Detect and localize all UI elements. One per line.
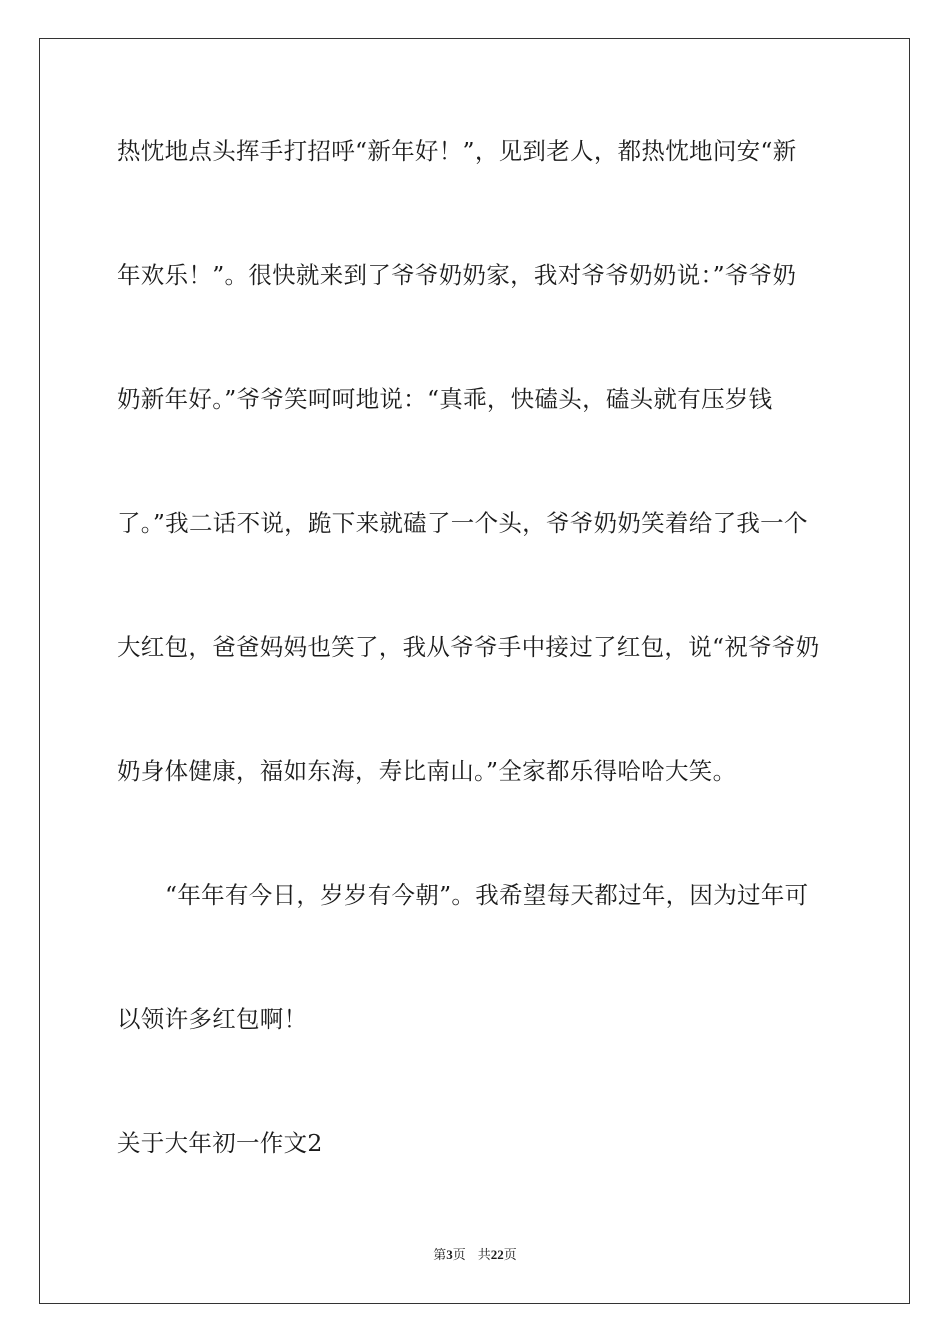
- paragraph-line-8: 以领许多红包啊！: [117, 1005, 308, 1033]
- page-footer: [0, 1247, 950, 1263]
- total-prefix: 共: [477, 1247, 491, 1262]
- paragraph-line-7: “年年有今日，岁岁有今朝”。我希望每天都过年，因为过年可: [165, 881, 809, 909]
- paragraph-line-5: 大红包，爸爸妈妈也笑了，我从爷爷手中接过了红包，说“祝爷爷奶: [117, 633, 820, 661]
- page-border: [39, 38, 910, 1304]
- paragraph-line-1: 热忱地点头挥手打招呼“新年好！”，见到老人，都热忱地问安“新: [117, 137, 797, 165]
- page-prefix: 第: [433, 1247, 447, 1262]
- page-suffix: 页: [452, 1247, 466, 1262]
- section-heading: 关于大年初一作文2: [117, 1129, 323, 1157]
- total-pages: 22: [490, 1247, 504, 1262]
- total-suffix: 页: [503, 1247, 517, 1262]
- paragraph-line-3: 奶新年好。”爷爷笑呵呵地说：“真乖，快磕头，磕头就有压岁钱: [117, 385, 773, 413]
- paragraph-line-2: 年欢乐！”。很快就来到了爷爷奶奶家，我对爷爷奶奶说：”爷爷奶: [117, 261, 797, 289]
- page-number: 3: [446, 1247, 453, 1262]
- paragraph-line-4: 了。”我二话不说，跪下来就磕了一个头，爷爷奶奶笑着给了我一个: [117, 509, 808, 537]
- paragraph-line-6: 奶身体健康，福如东海，寿比南山。”全家都乐得哈哈大笑。: [117, 757, 737, 785]
